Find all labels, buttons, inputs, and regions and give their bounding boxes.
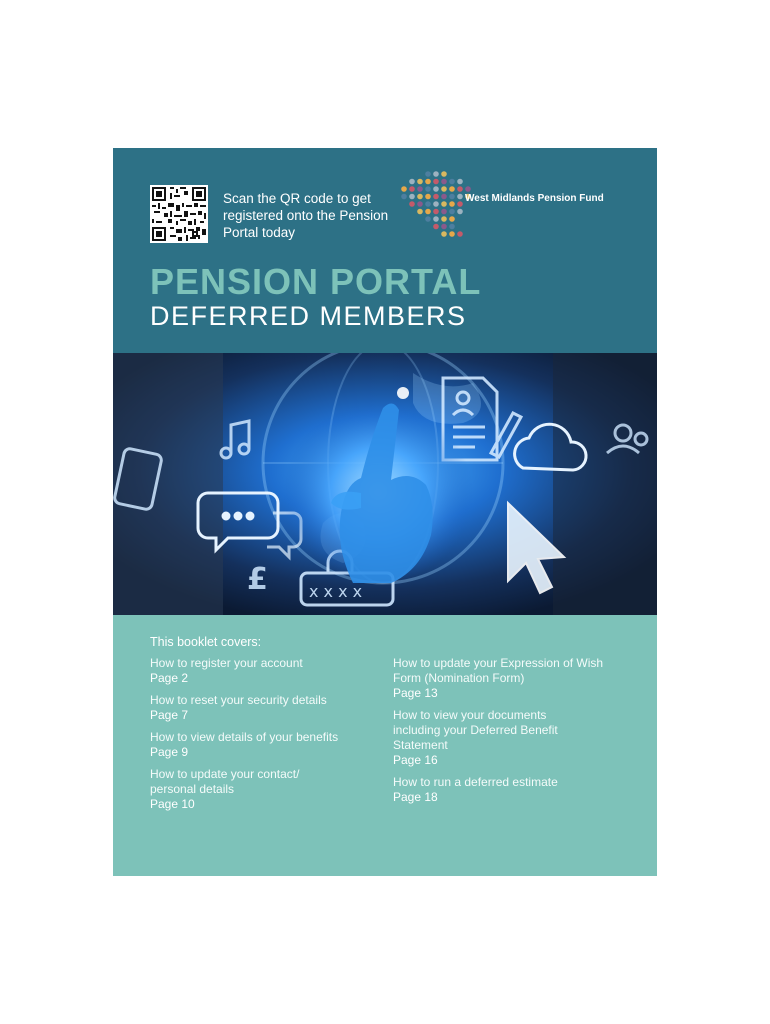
logo-dot xyxy=(449,231,455,237)
logo-dot xyxy=(425,201,431,207)
logo-dot xyxy=(425,194,431,200)
logo-dot xyxy=(401,194,407,200)
logo-dot xyxy=(457,209,463,215)
logo-dot xyxy=(441,186,447,192)
logo-dot xyxy=(441,216,447,222)
logo-dot xyxy=(433,201,439,207)
logo-dot xyxy=(449,216,455,222)
wmpf-logo-icon xyxy=(398,168,478,240)
logo-dot xyxy=(417,179,423,185)
logo-dot xyxy=(449,179,455,185)
logo-dot xyxy=(449,201,455,207)
logo-dot xyxy=(417,201,423,207)
item-title: How to register your account xyxy=(150,656,303,670)
logo-dot xyxy=(457,194,463,200)
list-item[interactable] xyxy=(393,775,623,805)
logo-dot xyxy=(425,171,431,177)
logo-dot xyxy=(409,194,415,200)
logo-dot xyxy=(457,186,463,192)
qr-instructions: Scan the QR code to get registered onto the Pension Portal today xyxy=(223,191,389,240)
logo-dot xyxy=(433,194,439,200)
svg-text:£: £ xyxy=(247,562,268,597)
logo-dot xyxy=(457,179,463,185)
logo-dot xyxy=(457,201,463,207)
logo-dot xyxy=(417,194,423,200)
item-page: Page 2 xyxy=(150,671,189,685)
hero-image xyxy=(113,353,657,615)
logo-dot xyxy=(425,186,431,192)
logo-dot xyxy=(449,209,455,215)
list-item[interactable] xyxy=(150,693,380,723)
item-title: How to update your contact/ personal details xyxy=(150,767,300,796)
item-title: How to view details of your benefits xyxy=(150,730,339,744)
page-title: PENSION PORTAL xyxy=(150,261,482,302)
logo-dot xyxy=(441,201,447,207)
logo-dot xyxy=(433,186,439,192)
logo-dot xyxy=(425,216,431,222)
pound-icon xyxy=(247,562,268,597)
item-page: Page 7 xyxy=(150,708,189,722)
contents-heading: This booklet covers: xyxy=(150,635,262,649)
item-title: How to run a deferred estimate xyxy=(393,775,558,789)
logo-dot xyxy=(441,209,447,215)
item-page: Page 9 xyxy=(150,745,189,759)
item-page: Page 16 xyxy=(393,753,438,767)
logo-dot xyxy=(425,179,431,185)
logo-dot xyxy=(409,201,415,207)
item-title: How to update your Expression of Wish Form (Nomination Form) xyxy=(393,656,604,685)
logo-dot xyxy=(417,209,423,215)
list-item[interactable] xyxy=(150,730,380,760)
logo-dot xyxy=(409,186,415,192)
logo-dot xyxy=(425,209,431,215)
logo-dot xyxy=(417,186,423,192)
contents-left-column xyxy=(150,656,380,819)
logo-dot xyxy=(433,216,439,222)
logo-dot xyxy=(449,224,455,230)
logo-dot xyxy=(441,179,447,185)
qr-code-icon[interactable] xyxy=(150,185,208,243)
svg-text:x x x x: x x x x xyxy=(309,582,363,601)
logo-dot xyxy=(441,231,447,237)
logo-dot xyxy=(433,224,439,230)
logo-dot xyxy=(465,186,471,192)
list-item[interactable] xyxy=(393,708,623,768)
header-band xyxy=(113,148,657,353)
logo-dot xyxy=(441,194,447,200)
item-title: How to reset your security details xyxy=(150,693,327,707)
logo-dot xyxy=(441,171,447,177)
logo-dot xyxy=(401,186,407,192)
booklet-cover xyxy=(113,148,657,876)
logo-dot xyxy=(441,224,447,230)
logo-dot xyxy=(433,171,439,177)
contents-right-column xyxy=(393,656,623,812)
fund-name: West Midlands Pension Fund xyxy=(465,193,604,204)
logo-dot xyxy=(449,186,455,192)
item-page: Page 10 xyxy=(150,797,195,811)
logo-dot xyxy=(449,194,455,200)
item-page: Page 13 xyxy=(393,686,438,700)
logo-dot xyxy=(433,209,439,215)
list-item[interactable] xyxy=(150,656,380,686)
item-page: Page 18 xyxy=(393,790,438,804)
list-item[interactable] xyxy=(393,656,623,701)
logo-dot xyxy=(409,179,415,185)
logo-dot xyxy=(457,231,463,237)
list-item[interactable] xyxy=(150,767,380,812)
page-subtitle: DEFERRED MEMBERS xyxy=(150,301,467,331)
logo-dot xyxy=(433,179,439,185)
item-title: How to view your documents including your Deferred Benefit Statement xyxy=(393,708,558,752)
